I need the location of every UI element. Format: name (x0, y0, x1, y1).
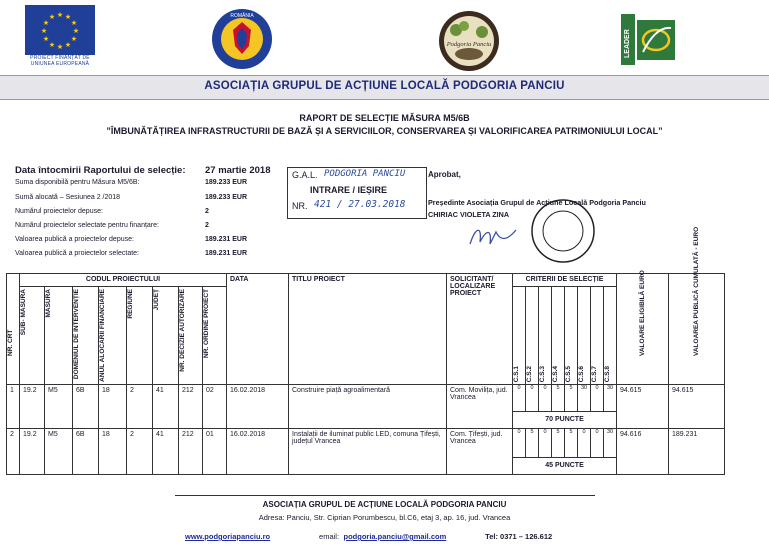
cell-total-score: 70 PUNCTE (513, 411, 617, 428)
col-cs7: C.S.7 (591, 287, 604, 385)
association-round-stamp (530, 198, 596, 264)
cell-eligibila: 94.616 (617, 428, 669, 474)
summary-value: 189.233 EUR (205, 179, 248, 186)
registration-stamp (287, 167, 427, 219)
cell-score: 0 (513, 428, 526, 457)
phone-number: Tel: 0371 – 126.612 (485, 532, 553, 541)
summary-value: 2 (205, 222, 209, 229)
summary-label: Valoarea publică a proiectelor selectate: (15, 250, 140, 257)
cell-score: 5 (552, 428, 565, 457)
cell-anul: 18 (99, 428, 127, 474)
summary-value: 189.233 EUR (205, 194, 248, 201)
cell-total-score: 45 PUNCTE (513, 457, 617, 474)
cell-eligibila: 94.615 (617, 384, 669, 428)
website-link[interactable]: www.podgoriapanciu.ro (185, 532, 271, 541)
president-name: CHIRIAC VIOLETA ZINA (428, 210, 510, 219)
cell-publica: 94.615 (669, 384, 725, 428)
president-title: Președinte Asociația Grupul de Acțiune Locală Podgoria Panciu (428, 198, 646, 207)
org-header-title: ASOCIAȚIA GRUPUL DE ACȚIUNE LOCALĂ PODGORIA PANCIU (204, 80, 565, 92)
table-row (7, 428, 725, 457)
summary-label: Numărul proiectelor depuse: (15, 208, 103, 215)
cell-regiune: 2 (127, 428, 153, 474)
cell-score: 0 (539, 428, 552, 457)
cell-sub: 19.2 (20, 384, 45, 428)
svg-text:★: ★ (42, 19, 50, 27)
col-cs6: C.S.6 (578, 287, 591, 385)
col-judet: JUDEȚ (153, 287, 179, 385)
footer-address: Adresa: Panciu, Str. Ciprian Porumbescu, bl.C6, etaj 3, ap. 16, jud. Vrancea (258, 513, 511, 522)
cell-masura: M5 (45, 428, 73, 474)
cell-ordine: 01 (203, 428, 227, 474)
col-nr-decizie: NR. DECIZIE AUTORIZARE (179, 287, 203, 385)
cell-solicitant: Com. Movilița, jud. Vrancea (447, 384, 513, 428)
eu-flag-logo (25, 5, 95, 55)
col-solicitant: SOLICITANT/ LOCALIZARE PROIECT (447, 274, 513, 385)
date-label: Data întocmirii Raportului de selecție: (15, 165, 186, 176)
col-cs4: C.S.4 (552, 287, 565, 385)
cell-nr: 1 (7, 384, 20, 428)
leader-logo (619, 12, 679, 67)
col-anul: ANUL ALOCĂRII FINANCIARE (99, 287, 127, 385)
report-title: RAPORT DE SELECȚIE MĂSURA M5/6B (299, 113, 470, 123)
cell-ordine: 02 (203, 384, 227, 428)
cell-decizie: 212 (179, 428, 203, 474)
svg-text:★: ★ (64, 41, 72, 49)
svg-text:★: ★ (40, 27, 48, 35)
col-cs5: C.S.5 (565, 287, 578, 385)
footer-contacts (185, 526, 552, 544)
cell-titlu: Instalații de iluminat public LED, comuna Țifești, județul Vrancea (289, 428, 447, 474)
col-valoare-publica: VALOAREA PUBLICĂ CUMULATĂ - EURO (669, 274, 725, 385)
svg-text:★: ★ (56, 11, 64, 19)
col-nr-ordine: NR. ORDINE PROIECT (203, 287, 227, 385)
col-cs3: C.S.3 (539, 287, 552, 385)
approved-label: Aprobat, (428, 170, 461, 179)
svg-text:★: ★ (48, 41, 56, 49)
col-group-criterii: CRITERII DE SELECȚIE (513, 274, 617, 287)
cell-score: 0 (526, 384, 539, 411)
col-titlu-proiect: TITLU PROIECT (289, 274, 447, 385)
col-regiune: REGIUNE (127, 287, 153, 385)
date-value: 27 martie 2018 (205, 165, 271, 176)
cell-domeniu: 6B (73, 384, 99, 428)
cell-anul: 18 (99, 384, 127, 428)
summary-label: Numărul proiectelor selectate pentru finanțare: (15, 222, 159, 229)
cell-regiune: 2 (127, 384, 153, 428)
cell-solicitant: Com. Țifești, jud. Vrancea (447, 428, 513, 474)
cell-data: 16.02.2018 (227, 384, 289, 428)
stamp-nr-prefix: NR. (292, 201, 308, 211)
cell-score: 5 (526, 428, 539, 457)
col-cs1: C.S.1 (513, 287, 526, 385)
email-label: email: (319, 532, 340, 541)
cell-score: 0 (591, 428, 604, 457)
ro-seal-text: ROMÂNIA (230, 13, 254, 19)
footer-org: ASOCIAȚIA GRUPUL DE ACȚIUNE LOCALĂ PODGORIA PANCIU (262, 500, 507, 509)
cell-score: 0 (539, 384, 552, 411)
table-row (7, 384, 725, 411)
podgoria-panciu-logo (438, 10, 500, 72)
cell-score: 0 (578, 428, 591, 457)
col-cs8: C.S.8 (604, 287, 617, 385)
stamp-handwritten-number: 421 / 27.03.2018 (314, 199, 406, 210)
cell-score: 0 (513, 384, 526, 411)
cell-judet: 41 (153, 384, 179, 428)
cell-decizie: 212 (179, 384, 203, 428)
romania-seal-logo (211, 8, 273, 70)
cell-score: 0 (591, 384, 604, 411)
col-nr-crt: NR. CRT (7, 274, 20, 385)
cell-data: 16.02.2018 (227, 428, 289, 474)
cell-masura: M5 (45, 384, 73, 428)
cell-sub: 19.2 (20, 428, 45, 474)
summary-value: 189.231 EUR (205, 250, 248, 257)
svg-text:★: ★ (70, 19, 78, 27)
cell-score: 30 (604, 384, 617, 411)
signature-scribble (466, 222, 521, 257)
svg-text:★: ★ (64, 13, 72, 21)
cell-score: 5 (565, 428, 578, 457)
cell-score: 30 (578, 384, 591, 411)
svg-text:★: ★ (72, 27, 80, 35)
svg-text:★: ★ (56, 43, 64, 51)
footer-divider (175, 495, 595, 496)
summary-value: 2 (205, 208, 209, 215)
leader-text: LEADER (624, 29, 631, 58)
cell-score: 5 (552, 384, 565, 411)
email-link[interactable]: podgoria.panciu@gmail.com (343, 532, 447, 541)
report-subtitle: ”ÎMBUNĂTĂȚIREA INFRASTRUCTURII DE BAZĂ ȘI A SERVICIILOR, CONSERVAREA ȘI VALORIFICAREA PATRIMONIULUI LOCAL” (106, 126, 663, 136)
col-group-cod-proiect: CODUL PROIECTULUI (20, 274, 227, 287)
summary-value: 189.231 EUR (205, 236, 248, 243)
col-sub-masura: SUB- MĂSURA (20, 287, 45, 385)
col-masura: MĂSURA (45, 287, 73, 385)
svg-text:★: ★ (70, 35, 78, 43)
cell-titlu: Construire piață agroalimentară (289, 384, 447, 428)
stamp-prefix: G.A.L. (292, 170, 318, 180)
pp-logo-text: Podgoria Panciu (446, 41, 492, 48)
summary-label: Valoarea publică a proiectelor depuse: (15, 236, 134, 243)
col-domeniu: DOMENIUL DE INTERVENȚIE (73, 287, 99, 385)
svg-text:★: ★ (42, 35, 50, 43)
svg-text:★: ★ (48, 13, 56, 21)
eu-caption: PROIECT FINANȚAT DE UNIUNEA EUROPEANĂ (30, 55, 90, 67)
cell-score: 5 (565, 384, 578, 411)
cell-nr: 2 (7, 428, 20, 474)
cell-publica: 189.231 (669, 428, 725, 474)
col-data: DATA (227, 274, 289, 385)
summary-label: Suma disponibilă pentru Măsura M5/6B: (15, 179, 140, 186)
col-cs2: C.S.2 (526, 287, 539, 385)
stamp-handwritten-name: PODGORIA PANCIU (324, 169, 406, 179)
cell-score: 30 (604, 428, 617, 457)
cell-judet: 41 (153, 428, 179, 474)
cell-domeniu: 6B (73, 428, 99, 474)
stamp-in-out: INTRARE / IEȘIRE (310, 185, 388, 195)
summary-label: Sumă alocată – Sesiunea 2 /2018 (15, 194, 121, 201)
col-valoare-eligibila: VALOARE ELIGIBILĂ EURO (617, 274, 669, 385)
